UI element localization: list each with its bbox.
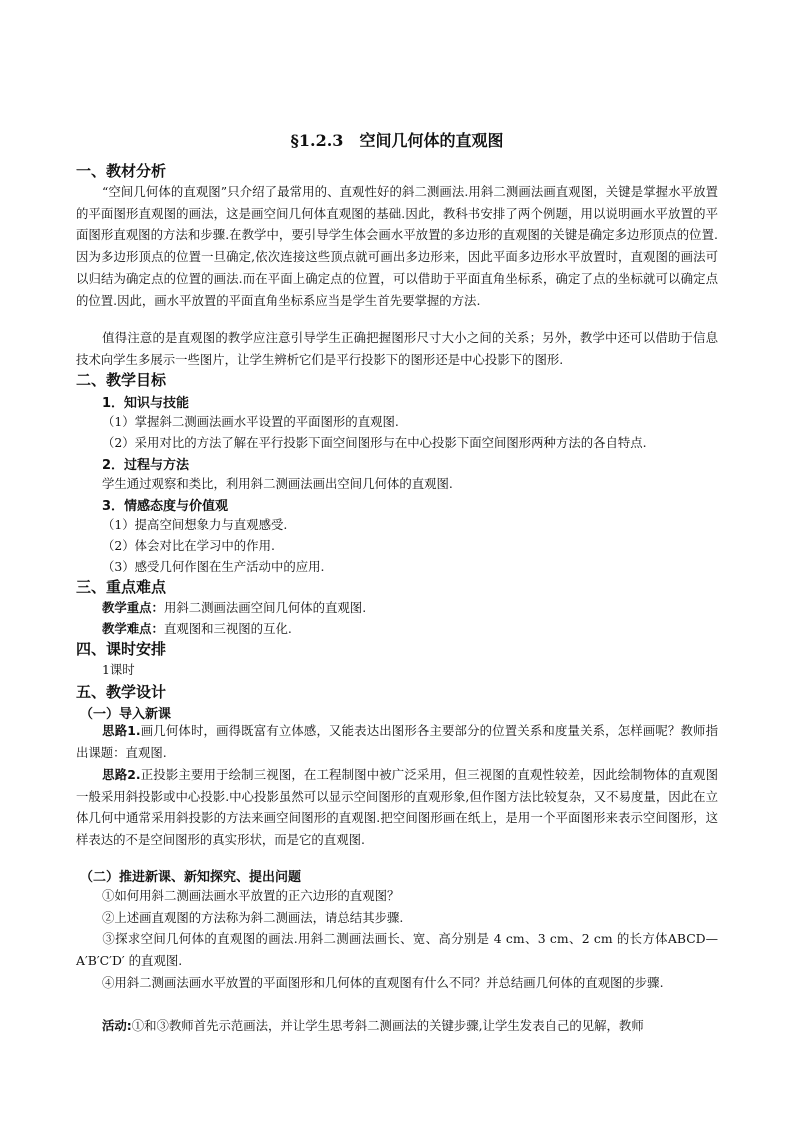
subheading-attitude-values: 3．情感态度与价值观 (102, 499, 229, 514)
question-2: ②上述画直观图的方法称为斜二测画法，请总结其步骤. (102, 910, 404, 925)
process-method-text: 学生通过观察和类比，利用斜二测画法画出空间几何体的直观图. (102, 476, 453, 491)
heading-key-difficult: 三、重点难点 (76, 578, 167, 596)
paragraph-analysis-1 (76, 181, 718, 311)
paragraph-text: 值得注意的是直观图的教学应注意引导学生正确把握图形尺寸大小之间的关系；另外，教学中还可以借助于信息技术向学生多展示一些图片，让学生辨析它们是平行投影下的图形还是中心投影下的图形. (76, 330, 718, 367)
heading-textbook-analysis: 一、教材分析 (76, 162, 167, 180)
paragraph-analysis-2 (76, 327, 718, 370)
activity-label: 活动: (102, 1018, 132, 1033)
heading-teaching-design: 五、教学设计 (76, 683, 167, 701)
key-point-text: 用斜二测画法画空间几何体的直观图. (163, 600, 367, 615)
list-item: （2）体会对比在学习中的作用. (102, 538, 275, 553)
difficult-point-label: 教学难点： (102, 621, 164, 636)
idea-1-label: 思路1. (102, 723, 141, 738)
list-item: （1）提高空间想象力与直观感受. (102, 517, 288, 532)
paragraph-idea-1 (76, 720, 718, 763)
difficult-point-line (102, 620, 292, 638)
heading-lesson-schedule: 四、课时安排 (76, 640, 167, 658)
question-3 (76, 928, 718, 971)
subheading-new-lesson: （二）推进新课、新知探究、提出问题 (80, 870, 302, 885)
key-point-label: 教学重点： (102, 600, 164, 615)
heading-teaching-goals: 二、教学目标 (76, 371, 167, 389)
key-point-line (102, 599, 366, 617)
lesson-count: 1课时 (102, 662, 135, 677)
subheading-knowledge-skills: 1．知识与技能 (102, 396, 190, 411)
paragraph-idea-2 (76, 764, 718, 851)
question-4-text: ④用斜二测画法画水平放置的平面图形和几何体的直观图有什么不同？并总结画几何体的直观图的步骤. (102, 975, 664, 990)
idea-2-label: 思路2. (102, 767, 141, 782)
idea-2-text: 正投影主要用于绘制三视图，在工程制图中被广泛采用，但三视图的直观性较差，因此绘制物体的直观图一般采用斜投影或中心投影.中心投影虽然可以显示空间图形的直观形象,但作图方法比较复杂，又不易度量，因此在立体几何中通常采用斜投影的方法来画空间图形的直观图.把空间图形画在纸上，是用一个平面图形来表示空间图形，这样表达的不是空间图形的真实形状，而是它的直观图. (76, 767, 718, 848)
subheading-process-method: 2．过程与方法 (102, 458, 190, 473)
question-1: ①如何用斜二测画法画水平放置的正六边形的直观图？ (102, 888, 400, 903)
paragraph-activity (76, 1015, 718, 1037)
list-item: （2）采用对比的方法了解在平行投影下面空间图形与在中心投影下面空间图形两种方法的各自特点. (102, 435, 647, 450)
activity-text: ①和③教师首先示范画法，并让学生思考斜二测画法的关键步骤,让学生发表自己的见解，教师 (131, 1018, 644, 1033)
list-item: （1）掌握斜二测画法画水平设置的平面图形的直观图. (102, 414, 399, 429)
subheading-introduction: （一）导入新课 (80, 707, 172, 722)
question-3-text: ③探求空间几何体的直观图的画法.用斜二测画法画长、宽、高分别是 4 cm、3 cm、2 cm 的长方体ABCD—A′B′C′D′ 的直观图. (76, 931, 718, 968)
paragraph-text: “空间几何体的直观图”只介绍了最常用的、直观性好的斜二测画法.用斜二测画法画直观图，关键是掌握水平放置的平面图形直观图的画法，这是画空间几何体直观图的基础.因此，教科书安排了两个例题，用以说明画水平放置的平面图形直观图的方法和步骤.在教学中，要引导学生体会画水平放置的多边形的直观图的关键是确定多边形顶点的位置.因为多边形顶点的位置一旦确定,依次连接这些顶点就可画出多边形来，因此平面多边形水平放置时，直观图的画法可以归结为确定点的位置的画法.而在平面上确定点的位置，可以借助于平面直角坐标系，确定了点的坐标就可以确定点的位置.因此，画水平放置的平面直角坐标系应当是学生首先要掌握的方法. (76, 184, 718, 308)
page-title: §1.2.3 空间几何体的直观图 (290, 131, 504, 150)
difficult-point-text: 直观图和三视图的互化. (163, 621, 292, 636)
question-4 (76, 972, 718, 994)
list-item: （3）感受几何作图在生产活动中的应用. (102, 559, 325, 574)
idea-1-text: 画几何体时，画得既富有立体感，又能表达出图形各主要部分的位置关系和度量关系，怎样画呢？教师指出课题：直观图. (76, 723, 718, 760)
